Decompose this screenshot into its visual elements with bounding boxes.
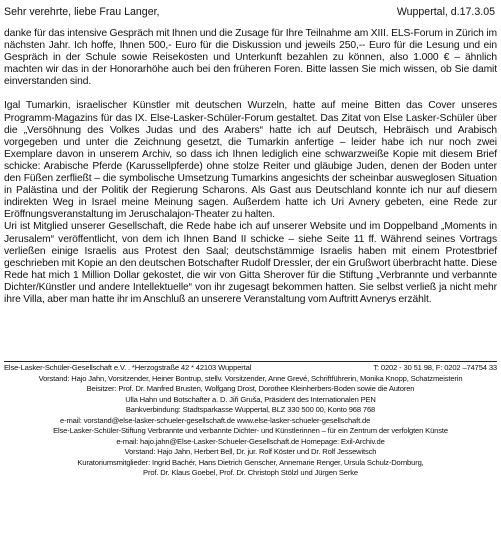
- letter-body: [4, 28, 497, 306]
- footer-address-row: [4, 363, 497, 374]
- foundation-contact: e-mail: hajo.jahn@Else-Lasker-Schueler-Gesellschaft.de Homepage: Exil-Archiv.de: [116, 436, 385, 446]
- foundation-name: Else-Lasker-Schüler-Stiftung Verbrannte und verbannte Dichter- und Künstlerinnen – für ein Zentrum der verfolgten Künste: [53, 426, 448, 435]
- board-members: Vorstand: Hajo Jahn, Vorsitzender, Heiner Bontrup, stellv. Vorsitzender, Anne Grevé, Schriftführerin, Monika Knopp, Schatzmeisterin: [38, 373, 463, 383]
- paragraph-spacer: [4, 88, 497, 100]
- footer-divider: [4, 361, 497, 362]
- bank-details: Bankverbindung: Stadtsparkasse Wuppertal, BLZ 330 500 00, Konto 968 768: [125, 405, 376, 414]
- letter-header: [4, 6, 495, 22]
- place-and-date: Wuppertal, d.17.3.05: [396, 6, 495, 18]
- trustees: Kuratoriumsmitglieder: Ingrid Bachér, Hans Dietrich Genscher, Annemarie Renger, Ursula Schulz-Dornburg,: [77, 457, 424, 467]
- org-address: Else-Lasker-Schüler-Gesellschaft e.V. . *Herzogstraße 42 * 42103 Wuppertal: [4, 363, 252, 372]
- trustees-continued: Prof. Dr. Klaus Goebel, Prof. Dr. Christoph Stölzl und Jürgen Serke: [143, 468, 358, 477]
- letterhead-footer: [4, 361, 497, 479]
- paragraph-tumarkin: Igal Tumarkin, israelischer Künstler mit deutschen Wurzeln, hatte auf meine Bitten das Cover unseres Programm-Magazins für das IX. Else-Lasker-Schüler-Forum gestaltet. Das Zitat von Else Lasker-Schüler über die „Versöhnung des Volkes Judas und des Arabers“ hatte ich auf Deutsch, Hebräisch und Arabisch vorgegeben und unter die Zeichnung gesetzt, die Tumarkin anfertige – leider habe ich nur noch zwei Exemplare davon in unserem Archiv, so dass ich Ihnen lediglich eine schwarzweiße Kopie mit diesem Brief schicke: Arabische Pferde (Karussellpferde) ohne stolze Reiter und gläubige Juden, denen der Boden unter den Füßen zerfließt – die symbolische Umsetzung Tumarkins angesichts der scheinbar ausweglosen Situation in Palästina und der Politik der Regierung Scharons. Als Gast aus Deutschland konnte ich nur auf diesem indirekten Weg in Israel meine Meinung sagen. Außerdem hatte ich Uri Avnery gebeten, eine Rede zur Eröffnungsveranstaltung im Jeruschalajon-Theater zu halten.: [4, 100, 497, 221]
- salutation: Sehr verehrte, liebe Frau Langer,: [4, 6, 160, 18]
- advisory-members: Beisitzer: Prof. Dr. Manfred Brusten, Wolfgang Drost, Dorothee Kleinherbers-Boden sowie die Autoren: [86, 384, 415, 393]
- paragraph-avnery: Uri ist Mitglied unserer Gesellschaft, die Rede habe ich auf unserer Website und im Doppelband „Moments in Jerusalem“ veröffentlicht, von dem ich Ihnen Band II schicke – siehe Seite 11 ff. Während seines Vortrags verließen einige Israelis aus Protest den Saal; deutschstämmige Israelis haben mit einem Protestbrief geschrieben mit Kopie an den deutschen Botschafter Rudolf Dressler, der ein Grußwort überbracht hatte. Diese Rede hat mich 1 Million Dollar gekostet, die wir von Gitta Sherover für die Stiftung „Verbrannte und verbannte Dichter/Künstler und andere Intellektuelle“ von ihr zugesagt bekommen hatten. Sie selbst verließ ja nicht mehr ihre Villa, aber man hatte ihr im Anschluß an unserere Veranstaltung vom Auftritt Avnerys erzählt.: [4, 221, 497, 305]
- org-phone: T: 0202 - 30 51 98, F: 0202 –74754 33: [373, 363, 497, 372]
- foundation-board: Vorstand: Hajo Jahn, Herbert Bell, Dr. jur. Rolf Köster und Dr. Rolf Jessewitsch: [124, 447, 377, 456]
- contact-email: e-mail: vorstand@else-lasker-schueler-gesellschaft.de www.else-lasker-schueler-gesellschaft.de: [60, 415, 371, 425]
- advisory-authors: Ulla Hahn und Botschafter a. D. Jiři Gruša, Präsident des Internationalen PEN: [125, 394, 376, 404]
- paragraph-forum-invitation: danke für das intensive Gespräch mit Ihnen und die Zusage für Ihre Teilnahme am XIII. ELS-Forum in Zürich im nächsten Jahr. Ich hoffe, Ihnen 500,- Euro für die Diskussion und jeweils 250,-- Euro für die Lesung und ein Gespräch in der Schule sowie Reisekosten und Unterkunft bezahlen zu können, also 1.000 € – ähnlich machten wir das in der Honorarhöhe auch bei den früheren Foren. Bitte lassen Sie mich wissen, ob Sie damit einverstanden sind.: [4, 28, 497, 88]
